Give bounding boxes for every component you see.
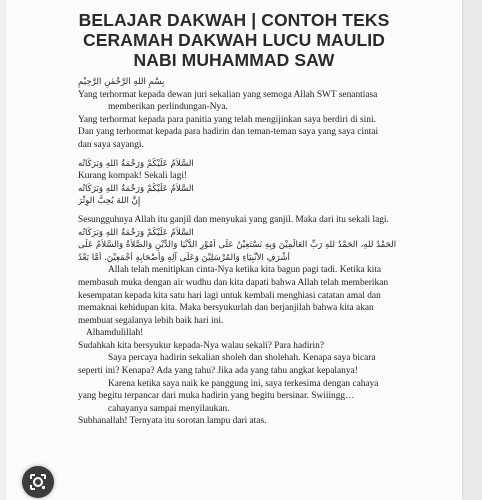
arabic-line: السَّلاَمُ عَلَيْكُمْ وَرَحْمَةُ اللهِ وَبَرَكَاتُه — [78, 227, 194, 238]
text-line: memberikan perlindungan-Nya. — [108, 102, 228, 113]
text-line: Kurang kompak! Sekali lagi! — [78, 171, 188, 182]
text-line: Saya percaya hadirin sekalian sholeh dan sholehah. Kenapa saya bicara — [108, 353, 376, 364]
text-line: Yang terhormat kepada dewan juri sekalian yang semoga Allah SWT senantiasa — [78, 89, 378, 100]
text-line: Alhamdulillah! — [86, 328, 144, 339]
arabic-line: أَشْرَفِ الأَنْبِيَاءِ وَالمُرْسَلِيْنَ وَعَلَى آلِهِ وَأَصْحَابِهِ أَجْمَعِيْنَ. أَمَّا بَعْدُ — [78, 252, 290, 263]
text-line: Karena ketika saya naik ke panggung ini, saya terkesima dengan cahaya — [108, 378, 379, 389]
text-line: kesempatan kepada kita satu hari lagi untuk kembali menghiasi catatan amal dan — [78, 290, 381, 301]
arabic-line: السَّلاَمُ عَلَيْكُمْ وَرَحْمَةُ اللهِ وَبَرَكَاتُه — [78, 183, 194, 194]
side-margin — [464, 0, 482, 500]
document-page — [6, 0, 462, 500]
title-line: NABI MUHAMMAD SAW — [133, 50, 335, 70]
lens-search-button[interactable] — [22, 466, 54, 498]
arabic-line: بِسْمِ اللهِ الرَّحْمٰنِ الرَّحِيْمِ — [78, 77, 165, 87]
text-line: Sesungguhnya Allah itu ganjil dan menyukai yang ganjil. Maka dari itu sekali lagi. — [78, 214, 389, 225]
title-line: CERAMAH DAKWAH LUCU MAULID — [82, 30, 385, 50]
text-line: Dan yang terhormat kepada para hadirin dan teman-teman saya yang saya cintai — [78, 127, 379, 138]
arabic-line: السَّلاَمُ عَلَيْكُمْ وَرَحْمَةُ اللهِ وَبَرَكَاتُه — [78, 158, 194, 169]
text-line: yang begitu terpancar dari muka hadirin yang begitu bersinar. Swiiingg… — [78, 391, 355, 402]
text-line: cahayanya sampai menyilaukan. — [108, 403, 230, 414]
text-line: Allah telah menitipkan cinta-Nya ketika kita bagun pagi tadi. Ketika kita — [108, 265, 382, 276]
text-line: Subhanallah! Ternyata itu sorotan lampu dari atas. — [78, 416, 267, 427]
document-title — [6, 10, 462, 70]
arabic-line: الحَمْدُ للهِ، الحَمْدُ للهِ رَبِّ العَالَمِيْنَ وَبِهِ نَسْتَعِيْنُ عَلَى أُمُوْرِ الدُّنْيَا وَالدِّيْنِ وَالصَّلاَةُ وَالسَّلاَمُ عَلَى — [78, 240, 397, 251]
lens-search-icon — [28, 472, 48, 492]
title-line: BELAJAR DAKWAH | CONTOH TEKS — [78, 10, 390, 30]
text-line: dan saya sayangi. — [78, 139, 144, 150]
text-line: membuat segalanya lebih baik hari ini. — [78, 315, 224, 326]
text-line: membasuh muka dengan air wudhu dan kita dapati bahwa Allah telah memberikan — [78, 277, 389, 288]
text-line: Sudahkah kita bersyukur kepada-Nya walau sekali? Para hadirin? — [78, 340, 325, 351]
document-body — [78, 76, 456, 428]
text-line: memaknai kehidupan kita. Maka bersyukurlah dan berjanjilah bahwa kita akan — [78, 303, 374, 314]
arabic-line: إِنَّ اللهَ يُحِبُّ الوِتْرَ — [78, 196, 141, 207]
text-line: Yang terhormat kepada para panitia yang telah mengijinkan saya berdiri di sini. — [78, 114, 376, 125]
text-line: seperti ini? Kenapa? Ada yang tahu? Jika ada yang tahu angkat kepalanya! — [78, 366, 358, 377]
